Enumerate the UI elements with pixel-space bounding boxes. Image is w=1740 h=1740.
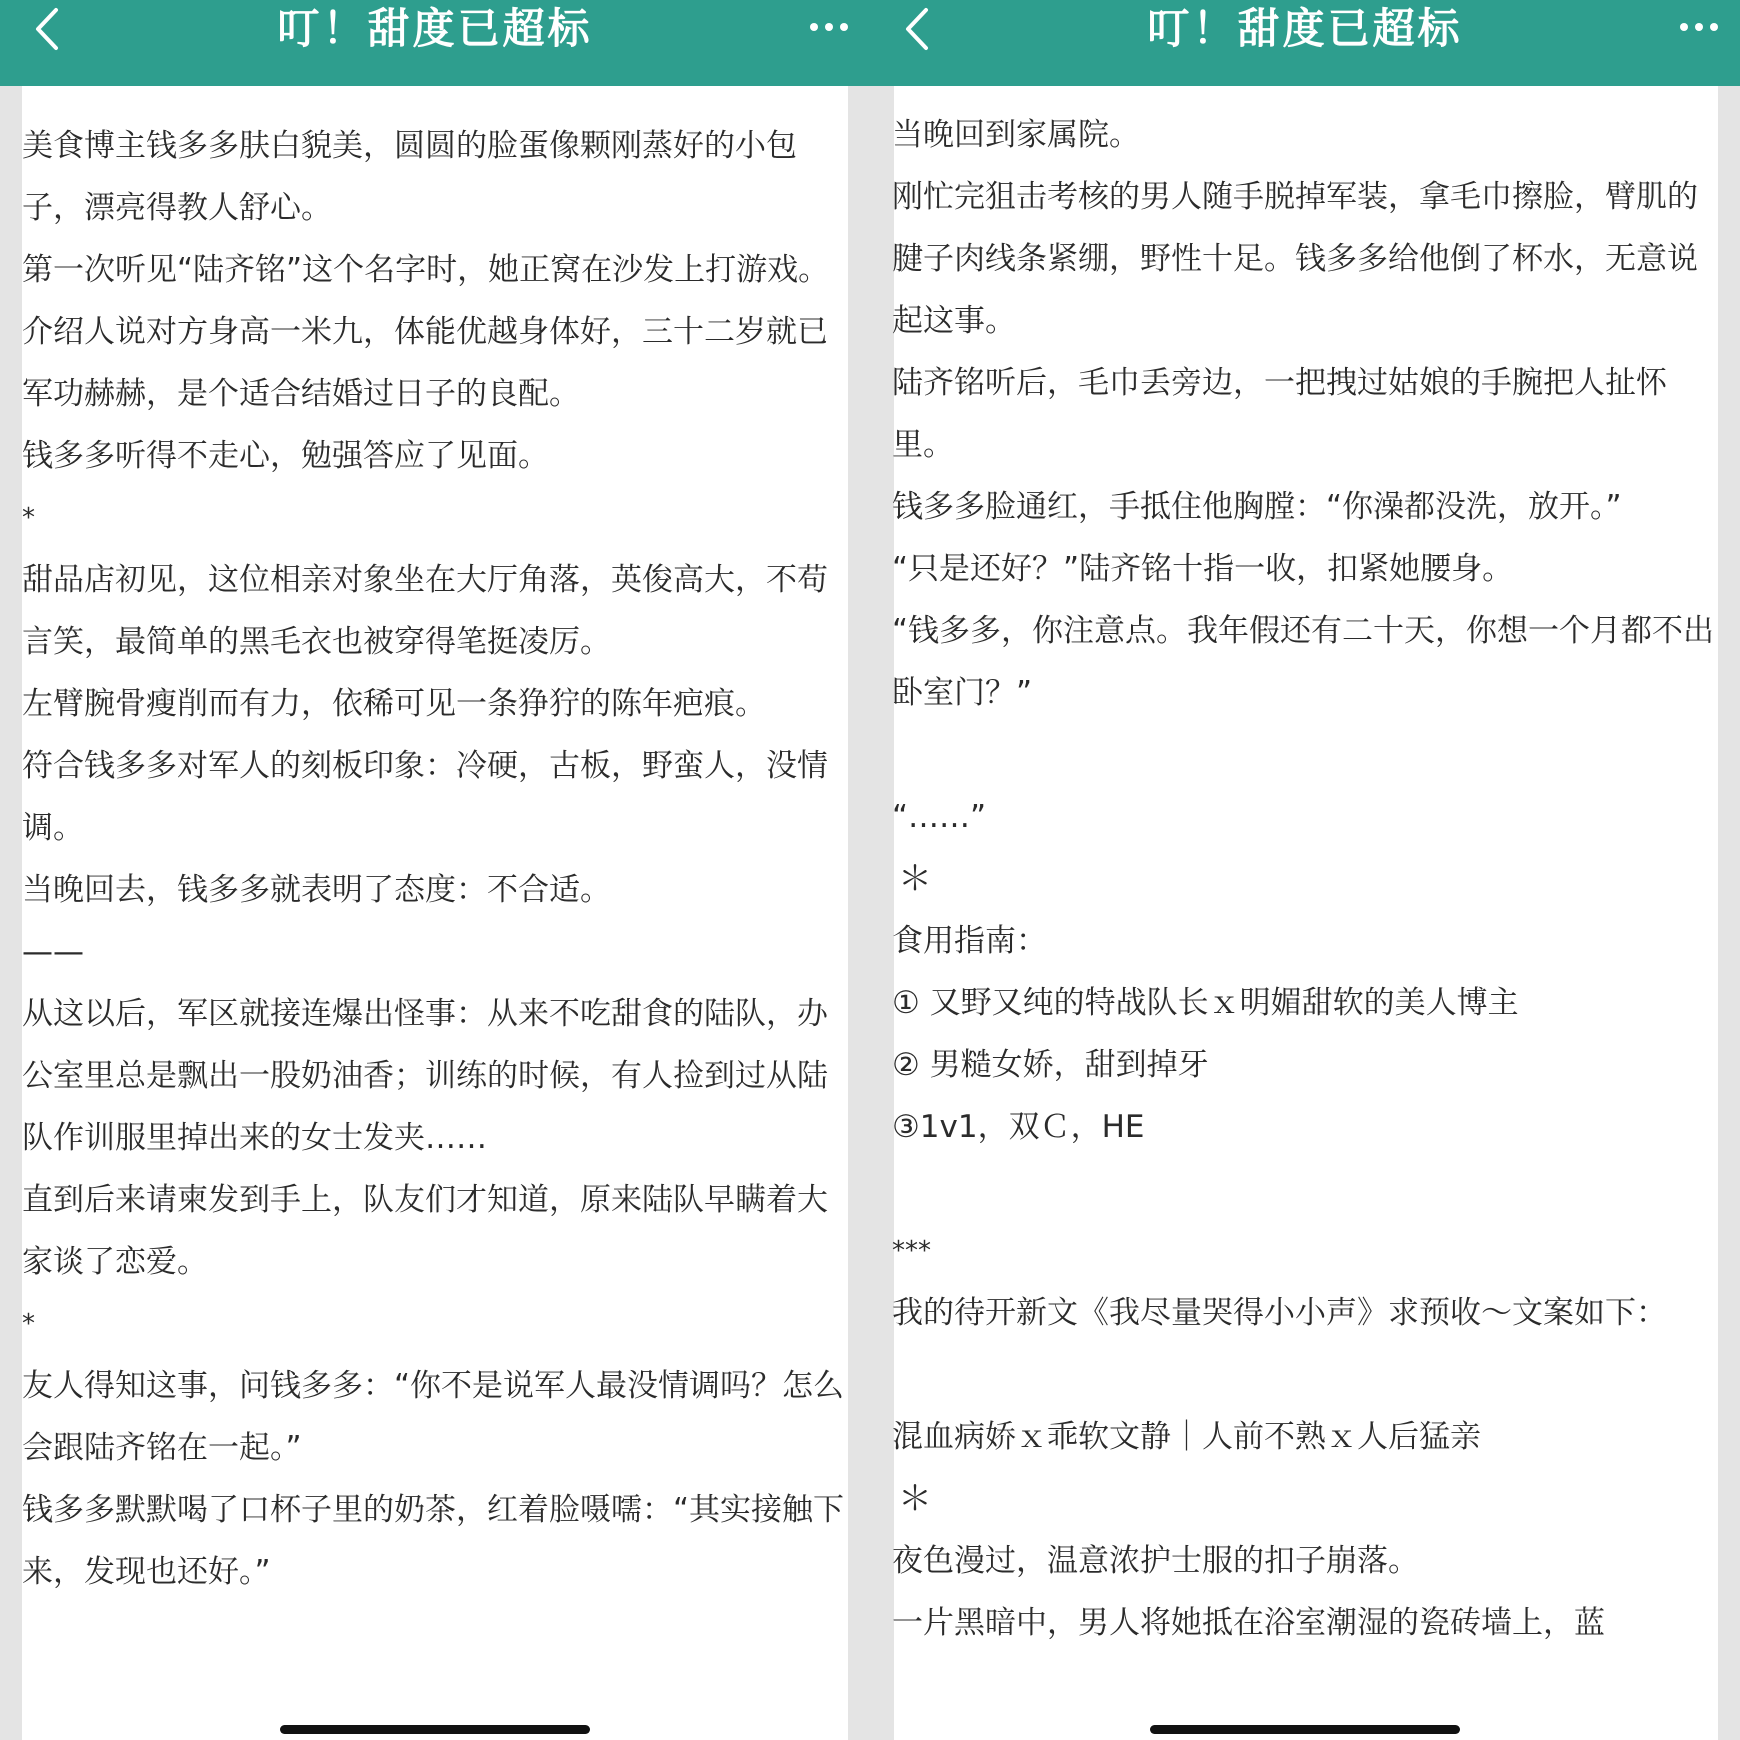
page-title: 叮！甜度已超标 — [1147, 4, 1463, 53]
paragraph: 食用指南： — [892, 923, 1047, 959]
blank-line — [892, 1158, 1726, 1220]
paragraph: 甜品店初见，这位相亲对象坐在大厅角落，英俊高大，不苟言笑，最简单的黑毛衣也被穿得笔挺凌厉。 — [22, 562, 828, 660]
section-separator: *** — [892, 1236, 931, 1266]
paragraph: “只是还好？”陆齐铭十指一收，扣紧她腰身。 — [892, 551, 1514, 587]
home-indicator[interactable] — [1150, 1725, 1460, 1734]
paragraph: 介绍人说对方身高一米九，体能优越身体好，三十二岁就已军功赫赫，是个适合结婚过日子的良配。 — [22, 314, 828, 412]
section-separator: ＊ — [898, 1479, 932, 1519]
more-icon — [810, 23, 818, 31]
top-nav-bar — [870, 0, 1740, 86]
paragraph: 符合钱多多对军人的刻板印象：冷硬，古板，野蛮人，没情调。 — [22, 748, 828, 846]
blank-line — [892, 1344, 1726, 1406]
section-separator: ＊ — [898, 859, 932, 899]
paragraph: “……” — [892, 799, 987, 835]
more-icon — [1680, 23, 1688, 31]
paragraph: 当晚回去，钱多多就表明了态度：不合适。 — [22, 872, 611, 908]
page-title: 叮！甜度已超标 — [277, 4, 593, 53]
dash-separator: —— — [22, 934, 84, 970]
paragraph: ③1v1，双Ｃ，HE — [892, 1109, 1145, 1145]
paragraph: 刚忙完狙击考核的男人随手脱掉军装，拿毛巾擦脸，臂肌的腱子肉线条紧绷，野性十足。钱多多给他倒了杯水，无意说起这事。 — [892, 179, 1698, 339]
paragraph: ② 男糙女娇，甜到掉牙 — [892, 1047, 1209, 1083]
paragraph: 陆齐铭听后，毛巾丢旁边，一把拽过姑娘的手腕把人扯怀里。 — [892, 365, 1667, 463]
paragraph: 我的待开新文《我尽量哭得小小声》求预收～文案如下： — [892, 1295, 1667, 1331]
article-text — [22, 115, 856, 1603]
more-button[interactable] — [810, 12, 848, 42]
paragraph: “钱多多，你注意点。我年假还有二十天，你想一个月都不出卧室门？” — [892, 613, 1715, 711]
section-separator: * — [22, 1309, 35, 1339]
more-button[interactable] — [1680, 12, 1718, 42]
paragraph: 直到后来请柬发到手上，队友们才知道，原来陆队早瞒着大家谈了恋爱。 — [22, 1182, 828, 1280]
home-indicator[interactable] — [280, 1725, 590, 1734]
paragraph: 友人得知这事，问钱多多：“你不是说军人最没情调吗？怎么会跟陆齐铭在一起。” — [22, 1368, 845, 1466]
paragraph: 左臂腕骨瘦削而有力，依稀可见一条狰狞的陈年疤痕。 — [22, 686, 766, 722]
paragraph: 一片黑暗中，男人将她抵在浴室潮湿的瓷砖墙上，蓝 — [892, 1605, 1605, 1641]
paragraph: 当晚回到家属院。 — [892, 117, 1140, 153]
paragraph: 美食博主钱多多肤白貌美，圆圆的脸蛋像颗刚蒸好的小包子，漂亮得教人舒心。 — [22, 128, 797, 226]
paragraph: ① 又野又纯的特战队长ｘ明媚甜软的美人博主 — [892, 985, 1519, 1021]
article-text — [892, 104, 1726, 1654]
section-separator: * — [22, 503, 35, 533]
top-nav-bar — [0, 0, 870, 86]
reader-screen-right — [870, 0, 1740, 1740]
paragraph: 夜色漫过，温意浓护士服的扣子崩落。 — [892, 1543, 1419, 1579]
paragraph: 第一次听见“陆齐铭”这个名字时，她正窝在沙发上打游戏。 — [22, 252, 830, 288]
paragraph: 钱多多脸通红，手抵住他胸膛：“你澡都没洗，放开。” — [892, 489, 1622, 525]
blank-line — [892, 724, 1726, 786]
paragraph: 混血病娇ｘ乖软文静｜人前不熟ｘ人后猛亲 — [892, 1419, 1481, 1455]
paragraph: 钱多多听得不走心，勉强答应了见面。 — [22, 438, 549, 474]
paragraph: 钱多多默默喝了口杯子里的奶茶，红着脸嗫嚅：“其实接触下来，发现也还好。” — [22, 1492, 845, 1590]
paragraph: 从这以后，军区就接连爆出怪事：从来不吃甜食的陆队，办公室里总是飘出一股奶油香；训练的时候，有人捡到过从陆队作训服里掉出来的女士发夹…… — [22, 996, 828, 1156]
